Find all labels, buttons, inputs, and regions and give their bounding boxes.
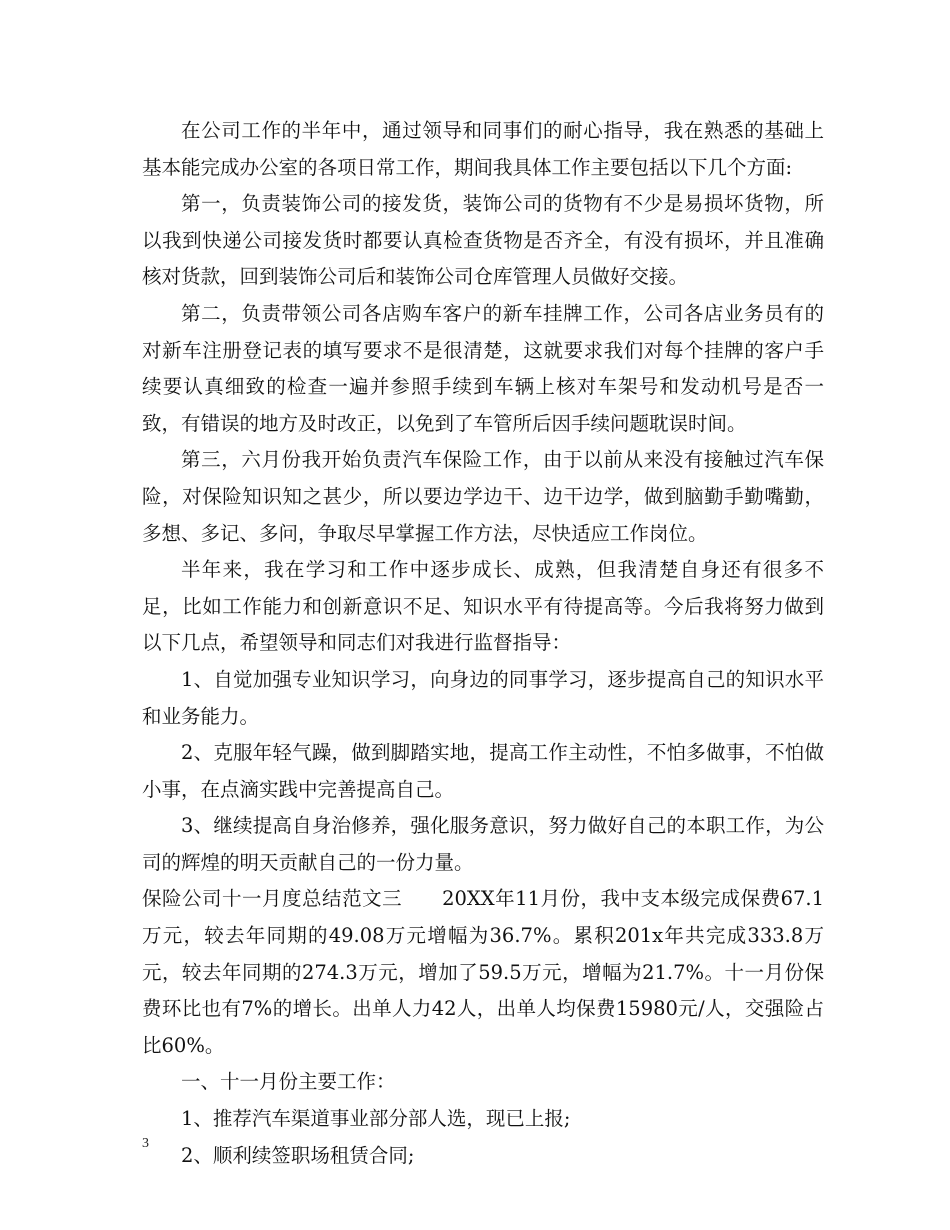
document-body [142, 113, 824, 1174]
section-heading-main-work: 一、十一月份主要工作： [181, 1070, 396, 1094]
list-item-2: 2、克服年轻气躁，做到脚踏实地，提高工作主动性，不怕多做事，不怕做小事，在点滴实践中完善提高自己。 [142, 741, 824, 801]
list-item-1: 1、自觉加强专业知识学习，向身边的同事学习，逐步提高自己的知识水平和业务能力。 [142, 667, 824, 728]
paragraph-third-duty: 第三，六月份我开始负责汽车保险工作，由于以前从来没有接触过汽车保险，对保险知识知之甚少，所以要边学边干、边干边学，做到脑勤手勤嘴勤，多想、多记、多问，争取尽早掌握工作方法，尽快适应工作岗位。 [142, 448, 824, 545]
paragraph-november-summary: 保险公司十一月度总结范文三 20XX年11月份，我中支本级完成保费67.1万元，较去年同期的49.08万元增幅为36.7%。累积201x年共完成333.8万元，较去年同期的274.3万元，增加了59.5万元，增幅为21.7%。十一月份保费环比也有7%的增长。出单人力42人，出单人均保费15980元/人，交强险占比60%。 [142, 887, 824, 1057]
work-item-2: 2、顺利续签职场租赁合同; [181, 1143, 415, 1167]
page-number: 3 [142, 1136, 149, 1151]
work-item-1: 1、推荐汽车渠道事业部分部人选，现已上报; [181, 1107, 571, 1131]
paragraph-intro: 在公司工作的半年中，通过领导和同事们的耐心指导，我在熟悉的基础上基本能完成办公室的各项日常工作，期间我具体工作主要包括以下几个方面: [142, 119, 824, 179]
list-item-3: 3、继续提高自身治修养，强化服务意识，努力做好自己的本职工作，为公司的辉煌的明天贡献自己的一份力量。 [142, 814, 824, 874]
paragraph-self-assessment: 半年来，我在学习和工作中逐步成长、成熟，但我清楚自身还有很多不足，比如工作能力和创新意识不足、知识水平有待提高等。今后我将努力做到以下几点，希望领导和同志们对我进行监督指导： [142, 558, 824, 655]
paragraph-first-duty: 第一，负责装饰公司的接发货，装饰公司的货物有不少是易损坏货物，所以我到快递公司接发货时都要认真检查货物是否齐全，有没有损坏，并且准确核对货款，回到装饰公司后和装饰公司仓库管理人员做好交接。 [142, 192, 824, 289]
paragraph-second-duty: 第二，负责带领公司各店购车客户的新车挂牌工作，公司各店业务员有的对新车注册登记表的填写要求不是很清楚，这就要求我们对每个挂牌的客户手续要认真细致的检查一遍并参照手续到车辆上核对车架号和发动机号是否一致，有错误的地方及时改正，以免到了车管所后因手续问题耽误时间。 [142, 301, 824, 435]
